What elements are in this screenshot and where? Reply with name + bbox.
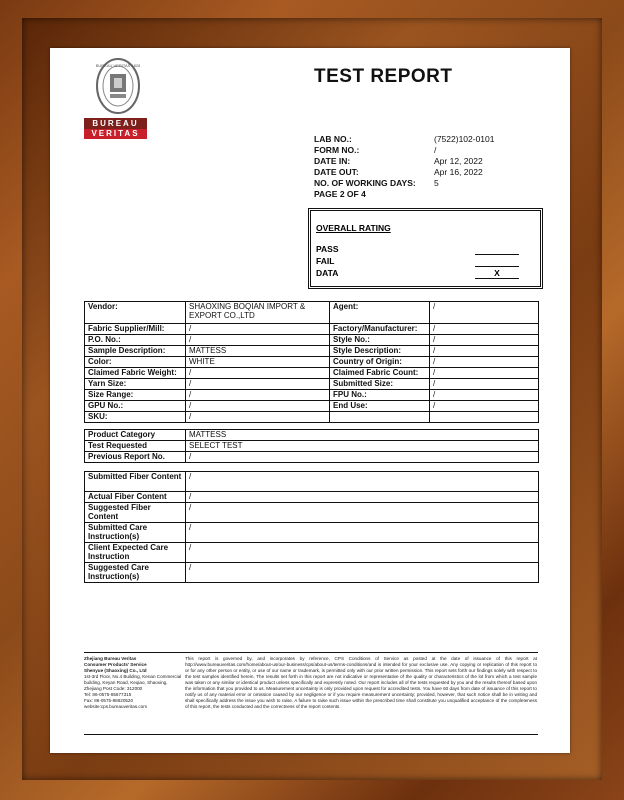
report-paper: BUREAU VERITAS 1828 BUREAU VERITAS TEST REPORT LAB NO.: (7522)102-0101 FORM NO.: / DATE IN: Apr 12, 2022 DATE OUT: Apr 16, 2022 NO. OF WORKING DAYS: 5 PAGE 2 OF 4 OVERALL RATING PASS FAIL DATA X Vendor: SHAOXING BOQIAN IMPORT & EXPORT CO.,LTD Agent: / Fabric Supplier/Mill: / Factory/Manufacturer: / P.O. No.: / Style No.: / Sample Description: MATTESS Style Description: / Color: WHITE Country of Origin: / Claimed Fabric Weight: / Claimed Fabric Count: / Yarn Size: / Submitted Size: / Size Range: / FPU No.: / GPU No.: / End Use: / SKU: / Product Category MATTESS Test Requested SELECT TEST Previous Report No. / Submitted Fiber Content / Actual Fiber Content / Suggested Fiber Content / Submitted Care Instruction(s) / Client Expected Care Instruction / Suggested Care Instruction(s) / Zhejiang Bureau Veritas Consumer Products' Service Shenyue (Shaoxing) Co., Ltd 1st-3rd Floor, No.4 Building, Kenan Commercial building, Keyan Road, Keqiao, Shaoxing, Zhejiang Post Code: 312000 Tel: 86-0575-85677315 Fax: 86-0575-88620520 website:cps.bureauveritas.com This report is governed by, and incorporates by reference, CPS Conditions of Service as posted at the date of issuance of this report at http://www.bureauveritas.com/home/about-us/our-business/cps/about-us/terms-conditions/and is intended for your exclusive use. Any copying or replication of this report to or for any other person or entity, or use of our name or trademark, is permitted only with our prior written permission. This report sets forth our findings solely with respect to the test samples identified herein. The results set forth in this report are not indicative or representative of the quality or characteristics of the lot from which a test sample was taken or any similar or identical product unless specifically and expressly noted. Our report includes all of the tests requested by you and the results thereof based upon the information that you provided to us. Measurement uncertainty is only provided upon request for accredited tests. You have 60 days from date of issuance of this report to notify us of any material error or omission caused by our negligence or if you require measurement uncertainty; provided, however, that such notice shall be in writing and shall specifically address the issue you wish to raise. A failure to raise such issue within the prescribed time shall constitute you unqualified acceptance of the completeness of this report, the tests conducted and the correctness of the report contents. — [50, 48, 570, 753]
rating-data-label: DATA — [316, 268, 339, 278]
table-row: Vendor: SHAOXING BOQIAN IMPORT & EXPORT CO.,LTD Agent: / — [85, 302, 539, 324]
rating-data-mark: X — [475, 268, 519, 279]
bureau-veritas-seal-logo — [96, 58, 140, 114]
table-row: Submitted Fiber Content / — [85, 472, 539, 492]
table-row: Actual Fiber Content / — [85, 492, 539, 503]
logo-bureau: BUREAU — [84, 118, 147, 129]
product-info-table — [84, 429, 539, 463]
logo-veritas: VERITAS — [84, 129, 147, 139]
rating-pass-mark — [475, 244, 519, 255]
overall-rating-title: OVERALL RATING — [316, 223, 391, 233]
table-row: Claimed Fabric Weight: / Claimed Fabric Count: / — [85, 368, 539, 379]
rating-fail-label: FAIL — [316, 256, 335, 266]
rating-fail-mark — [475, 256, 519, 267]
sample-info-table — [84, 301, 539, 423]
overall-rating-box — [308, 208, 543, 289]
table-row: Yarn Size: / Submitted Size: / — [85, 379, 539, 390]
footer-disclaimer: This report is governed by, and incorporates by reference, CPS Conditions of Service as posted at the date of issuance of this report at http://www.bureauveritas.com/home/about-us/our-business/cps/about-us/terms-conditions/and is intended for your exclusive use. Any copying or replication of this report to or for any other person or entity, or use of our name or trademark, is permitted only with our prior written permission. This report sets forth our findings solely with respect to the test samples identified herein. The results set forth in this report are not indicative or representative of the quality or characteristics of the lot from which a test sample was taken or any similar or identical product unless specifically and expressly noted. Our report includes all of the tests requested by you and the results thereof based upon the information that you provided to us. Measurement uncertainty is only provided upon request for accredited tests. You have 60 days from date of issuance of this report to notify us of any material error or omission caused by our negligence or if you require measurement uncertainty; provided, however, that such notice shall be in writing and shall specifically address the issue you wish to raise. A failure to raise such issue within the prescribed time shall constitute you unqualified acceptance of the completeness of this report, the tests conducted and the correctness of the report contents. — [185, 656, 537, 709]
table-row: Sample Description: MATTESS Style Description: / — [85, 346, 539, 357]
table-row: Submitted Care Instruction(s) / — [85, 523, 539, 543]
table-row: Size Range: / FPU No.: / — [85, 390, 539, 401]
table-row: Test Requested SELECT TEST — [85, 441, 539, 452]
table-row: Color: WHITE Country of Origin: / — [85, 357, 539, 368]
rating-pass-label: PASS — [316, 244, 339, 254]
table-row: GPU No.: / End Use: / — [85, 401, 539, 412]
table-row: SKU: / — [85, 412, 539, 423]
table-row: Product Category MATTESS — [85, 430, 539, 441]
footer-divider-top — [84, 652, 538, 653]
table-row: Previous Report No. / — [85, 452, 539, 463]
svg-text:BUREAU VERITAS 1828: BUREAU VERITAS 1828 — [96, 63, 140, 68]
footer-company-info: Zhejiang Bureau Veritas Consumer Products' Service Shenyue (Shaoxing) Co., Ltd 1st-3rd Floor, No.4 Building, Kenan Commercial building, Keyan Road, Keqiao, Shaoxing, Zhejiang Post Code: 312000 Tel: 86-0575-85677315 Fax: 86-0575-88620520 website:cps.bureauveritas.com — [84, 656, 182, 709]
footer-divider-bottom — [84, 734, 538, 735]
table-row: P.O. No.: / Style No.: / — [85, 335, 539, 346]
table-row: Client Expected Care Instruction / — [85, 543, 539, 563]
table-row: Fabric Supplier/Mill: / Factory/Manufacturer: / — [85, 324, 539, 335]
table-row: Suggested Care Instruction(s) / — [85, 563, 539, 583]
report-title: TEST REPORT — [314, 66, 453, 87]
fiber-care-table — [84, 471, 539, 583]
table-row: Suggested Fiber Content / — [85, 503, 539, 523]
